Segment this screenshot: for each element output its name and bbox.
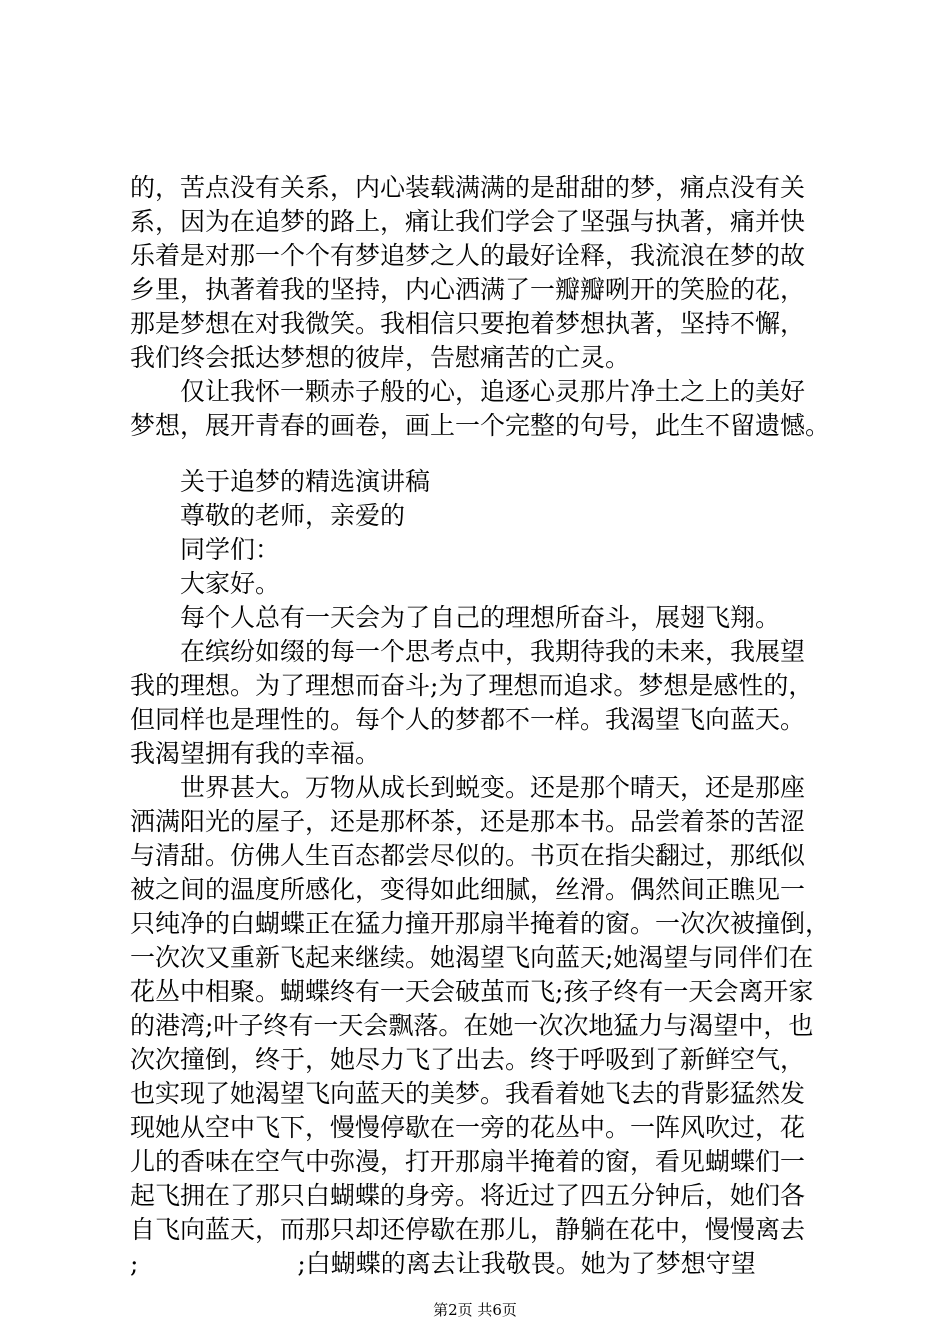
paragraph-line: 的，苦点没有关系，内心装载满满的是甜甜的梦，痛点没有关 <box>130 173 806 202</box>
paragraph-line: 一次次又重新飞起来继续。她渴望飞向蓝天;她渴望与同伴们在 <box>130 943 814 972</box>
paragraph-line: 次次撞倒，终于，她尽力飞了出去。终于呼吸到了新鲜空气， <box>130 1045 806 1074</box>
page-number-footer: 第2页 共6页 <box>433 1301 517 1319</box>
paragraph-line: 自飞向蓝天，而那只却还停歇在那儿，静躺在花中，慢慢离去 <box>130 1215 806 1244</box>
paragraph-line: ; ;白蝴蝶的离去让我敬畏。她为了梦想守望 <box>130 1249 756 1278</box>
paragraph-line: 我渴望拥有我的幸福。 <box>130 739 381 768</box>
paragraph-line: 儿的香味在空气中弥漫，打开那扇半掩着的窗，看见蝴蝶们一 <box>130 1147 806 1176</box>
greeting-line: 大家好。 <box>180 569 281 598</box>
paragraph-line: 现她从空中飞下，慢慢停歇在一旁的花丛中。一阵风吹过，花 <box>130 1113 806 1142</box>
paragraph-line: 也实现了她渴望飞向蓝天的美梦。我看着她飞去的背影猛然发 <box>130 1079 806 1108</box>
paragraph-line: 乡里，执著着我的坚持，内心洒满了一瓣瓣咧开的笑脸的花， <box>130 275 806 304</box>
paragraph-line: 系，因为在追梦的路上，痛让我们学会了坚强与执著，痛并快 <box>130 207 806 236</box>
paragraph-line: 我们终会抵达梦想的彼岸，告慰痛苦的亡灵。 <box>130 343 631 372</box>
paragraph-line: 只纯净的白蝴蝶正在猛力撞开那扇半掩着的窗。一次次被撞倒， <box>130 909 830 938</box>
paragraph-line: 每个人总有一天会为了自己的理想所奋斗，展翅飞翔。 <box>180 603 781 632</box>
paragraph-line: 起飞拥在了那只白蝴蝶的身旁。将近过了四五分钟后，她们各 <box>130 1181 806 1210</box>
salutation-line: 同学们： <box>180 535 281 564</box>
paragraph-line: 被之间的温度所感化，变得如此细腻，丝滑。偶然间正瞧见一 <box>130 875 806 904</box>
paragraph-line: 我的理想。为了理想而奋斗;为了理想而追求。梦想是感性的， <box>130 671 814 700</box>
paragraph-line: 与清甜。仿佛人生百态都尝尽似的。书页在指尖翻过，那纸似 <box>130 841 806 870</box>
paragraph-line: 在缤纷如缀的每一个思考点中，我期待我的未来，我展望 <box>180 637 806 666</box>
paragraph-line: 但同样也是理性的。每个人的梦都不一样。我渴望飞向蓝天。 <box>130 705 806 734</box>
paragraph-line: 世界甚大。万物从成长到蜕变。还是那个晴天，还是那座 <box>180 773 806 802</box>
speech-title: 关于追梦的精选演讲稿 <box>180 467 431 496</box>
paragraph-line: 那是梦想在对我微笑。我相信只要抱着梦想执著，坚持不懈， <box>130 309 806 338</box>
paragraph-line: 洒满阳光的屋子，还是那杯茶，还是那本书。品尝着茶的苦涩 <box>130 807 806 836</box>
paragraph-line: 花丛中相聚。蝴蝶终有一天会破茧而飞;孩子终有一天会离开家 <box>130 977 814 1006</box>
paragraph-line: 的港湾;叶子终有一天会飘落。在她一次次地猛力与渴望中，也 <box>130 1011 814 1040</box>
paragraph-line: 梦想，展开青春的画卷，画上一个完整的句号，此生不留遗憾。 <box>130 411 830 440</box>
salutation-line: 尊敬的老师，亲爱的 <box>180 501 406 530</box>
paragraph-line: 乐着是对那一个个有梦追梦之人的最好诠释，我流浪在梦的故 <box>130 241 806 270</box>
paragraph-line: 仅让我怀一颗赤子般的心，追逐心灵那片净土之上的美好 <box>180 377 806 406</box>
